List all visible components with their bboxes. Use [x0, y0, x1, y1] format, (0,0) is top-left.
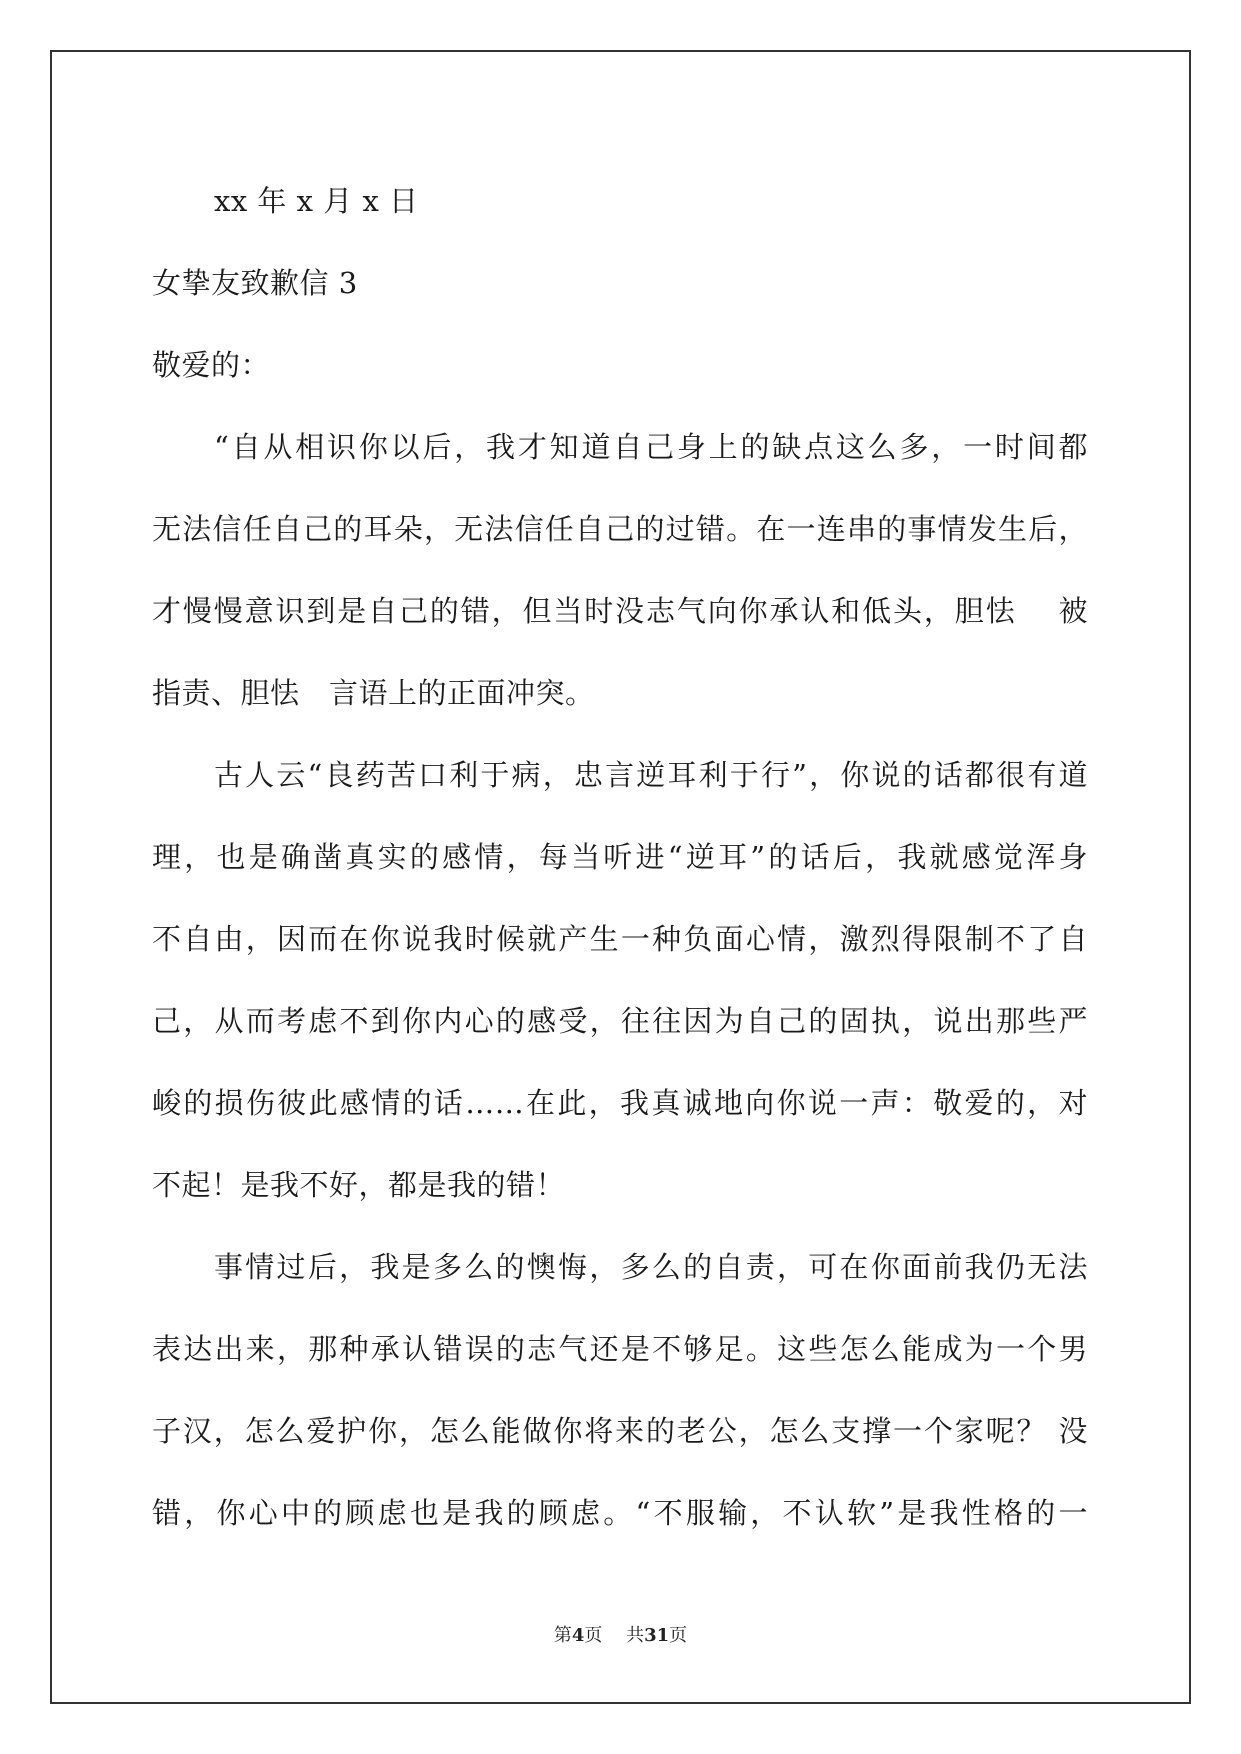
text-line: 古人云“良药苦口利于病，忠言逆耳利于行”，你说的话都很有道 — [214, 758, 1088, 792]
text-line: 己，从而考虑不到你内心的感受，往往因为自己的固执，说出那些严 — [152, 1004, 1088, 1038]
footer-suffix: 页 — [669, 1625, 688, 1646]
text-line: 不自由，因而在你说我时候就产生一种负面心情，激烈得限制不了自 — [152, 922, 1088, 956]
text-line: 错，你心中的顾虑也是我的顾虑。“不服输，不认软”是我性格的一 — [152, 1496, 1088, 1530]
text-line: 女挚友致歉信 3 — [152, 266, 358, 300]
text-line: xx 年 x 月 x 日 — [214, 184, 419, 218]
text-line: 才慢慢意识到是自己的错，但当时没志气向你承认和低头，胆怯 被 — [152, 594, 1088, 628]
text-line: 无法信任自己的耳朵，无法信任自己的过错。在一连串的事情发生后， — [152, 512, 1088, 546]
text-line: 不起！是我不好，都是我的错！ — [152, 1168, 566, 1202]
page-footer — [0, 1621, 1241, 1647]
text-line: 敬爱的： — [152, 348, 271, 382]
text-line: 子汉，怎么爱护你，怎么能做你将来的老公，怎么支撑一个家呢？ 没 — [152, 1414, 1088, 1448]
text-line: 指责、胆怯 言语上的正面冲突。 — [152, 676, 595, 710]
text-line: 事情过后，我是多么的懊悔，多么的自责，可在你面前我仍无法 — [214, 1250, 1088, 1284]
footer-middle: 页 共 — [584, 1625, 645, 1646]
footer-page-number: 4 — [571, 1625, 585, 1646]
text-line: 峻的损伤彼此感情的话……在此，我真诚地向你说一声：敬爱的，对 — [152, 1086, 1088, 1120]
footer-total-pages: 31 — [644, 1625, 670, 1646]
text-line: 理，也是确凿真实的感情，每当听进“逆耳”的话后，我就感觉浑身 — [152, 840, 1088, 874]
text-line: “自从相识你以后，我才知道自己身上的缺点这么多，一时间都 — [214, 430, 1088, 464]
document-body — [152, 160, 1088, 1554]
footer-prefix: 第 — [553, 1625, 572, 1646]
text-line: 表达出来，那种承认错误的志气还是不够足。这些怎么能成为一个男 — [152, 1332, 1088, 1366]
